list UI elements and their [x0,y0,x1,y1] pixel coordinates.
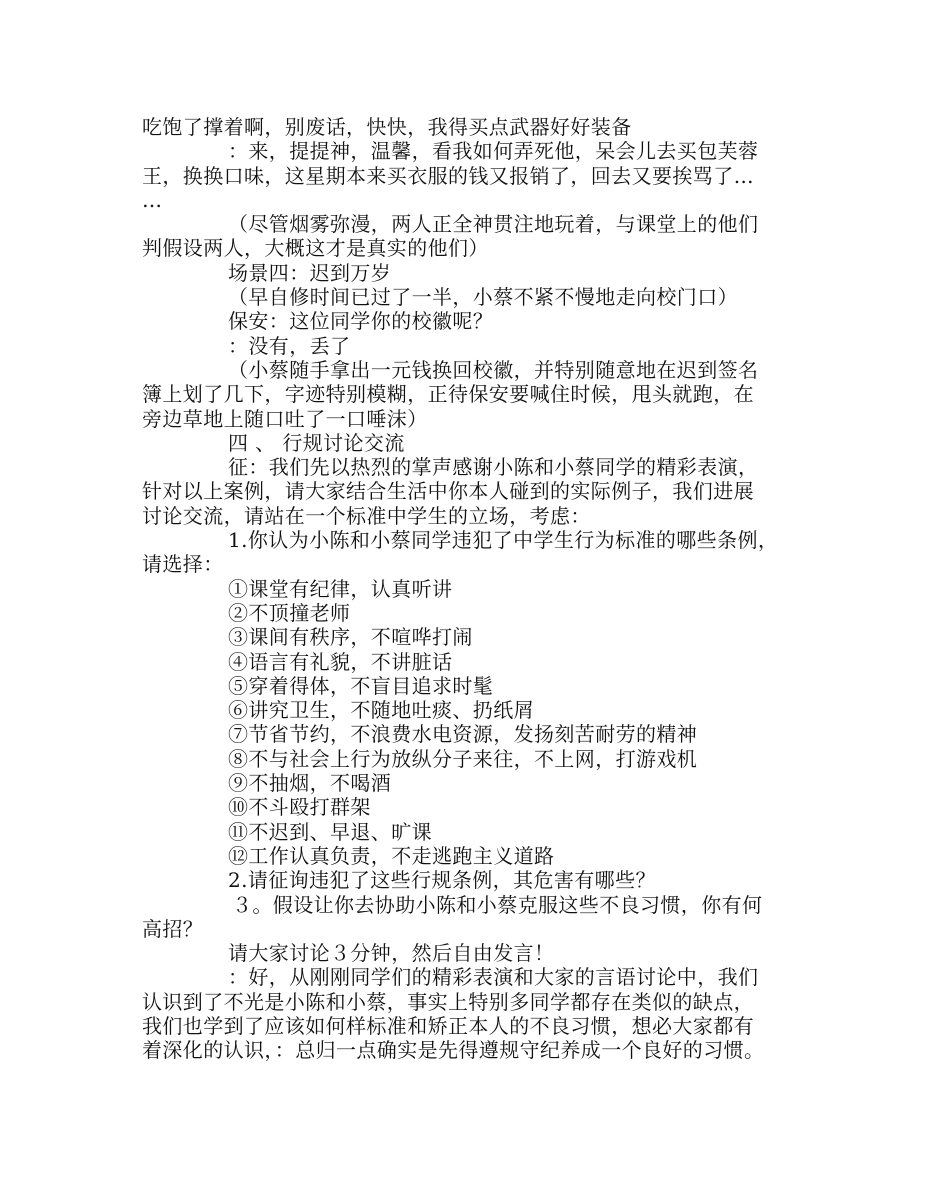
question-line: 1.你认为小陈和小蔡同学违犯了中学生行为标准的哪些条例， [228,528,779,553]
list-item: ⑩不斗殴打群架 [228,795,371,820]
text-line: ：没有，丢了 [228,333,351,358]
text-line: 判假设两人，大概这才是真实的他们） [142,236,489,261]
question-line: 2.请征询违犯了这些行规条例，其危害有哪些？ [228,868,656,893]
text-line: ：好，从刚刚同学们的精彩表演和大家的言语讨论中，我们 [228,965,759,990]
list-item: ⑫工作认真负责，不走逃跑主义道路 [228,843,555,868]
list-item: ①课堂有纪律，认真听讲 [228,576,453,601]
list-item: ⑧不与社会上行为放纵分子来往，不上网，打游戏机 [228,746,698,771]
text-line: 旁边草地上随口吐了一口唾沫） [142,406,428,431]
text-line: 针对以上案例，请大家结合生活中你本人碰到的实际例子，我们进展 [142,479,754,504]
text-line: … [142,187,163,212]
text-line: （尽管烟雾弥漫，两人正全神贯注地玩着，与课堂上的他们 [228,212,759,237]
section-heading: 四 、 行规讨论交流 [228,430,405,455]
text-line: 讨论交流，请站在一个标准中学生的立场，考虑： [142,503,591,528]
text-line: 簿上划了几下，字迹特别模糊，正待保安要喊住时候，甩头就跑，在 [142,382,754,407]
text-line: 保安：这位同学你的校徽呢？ [228,309,494,334]
text-line: （小蔡随手拿出一元钱换回校徽，并特别随意地在迟到签名 [228,357,759,382]
text-line: 吃饱了撑着啊，别废话，快快，我得买点武器好好装备 [142,115,632,139]
list-item: ④语言有礼貌，不讲脏话 [228,649,453,674]
list-item: ⑨不抽烟，不喝酒 [228,771,392,796]
text-line: 请大家讨论３分钟，然后自由发言！ [228,941,555,966]
text-line: 着深化的认识，：总归一点确实是先得遵规守纪养成一个良好的习惯。 [142,1038,765,1063]
text-line: （早自修时间已过了一半，小蔡不紧不慢地走向校门口） [228,285,738,310]
list-item: ⑪不迟到、早退、旷课 [228,819,432,844]
question-line: ３。假设让你去协助小陈和小蔡克服这些不良习惯，你有何 [232,892,763,917]
scene-heading: 场景四：迟到万岁 [228,260,392,285]
text-line: 王，换换口味，这星期本来买衣服的钱又报销了，回去又要挨骂了… [142,163,754,188]
list-item: ⑦节省节约，不浪费水电资源，发扬刻苦耐劳的精神 [228,722,698,747]
document-body [142,115,824,1063]
list-item: ⑥讲究卫生，不随地吐痰、扔纸屑 [228,698,534,723]
list-item: ③课间有秩序，不喧哗打闹 [228,625,473,650]
text-line: ：来，提提神，温馨，看我如何弄死他，呆会儿去买包芙蓉 [228,139,759,164]
list-item: ②不顶撞老师 [228,600,351,625]
list-item: ⑤穿着得体，不盲目追求时髦 [228,673,494,698]
text-line: 认识到了不光是小陈和小蔡，事实上特别多同学都存在类似的缺点， [142,989,754,1014]
text-line: 请选择： [142,552,224,577]
text-line: 我们也学到了应该如何样标准和矫正本人的不良习惯，想必大家都有 [142,1013,754,1038]
text-line: 高招？ [142,916,204,941]
text-line: 征：我们先以热烈的掌声感谢小陈和小蔡同学的精彩表演， [228,455,759,480]
